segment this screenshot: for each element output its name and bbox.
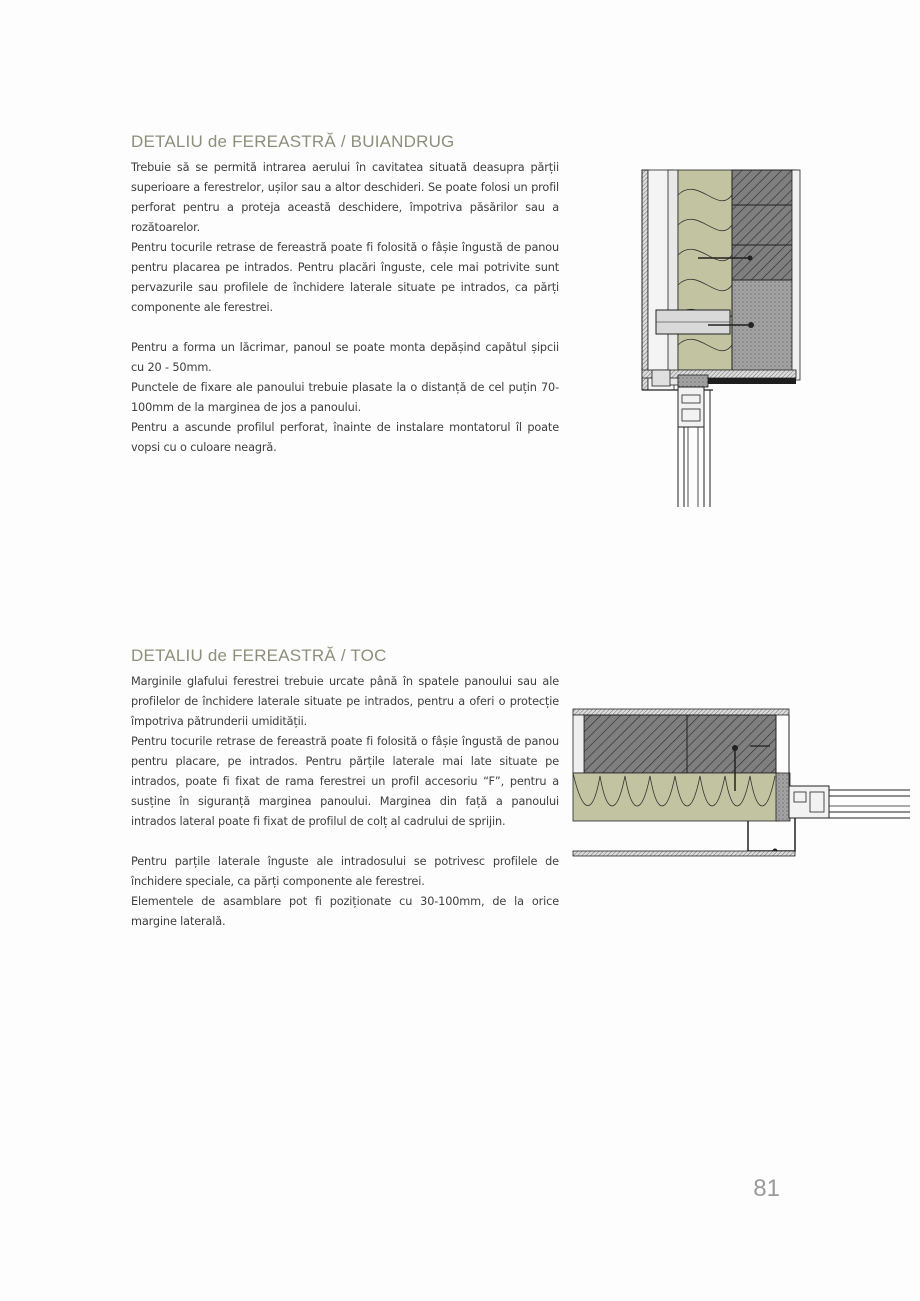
paragraph-spacer: [131, 832, 559, 852]
paragraph: Pentru tocurile retrase de fereastră poate fi folosită o fâșie îngustă de panou pentru placare, pe intrados. Pentru părțile laterale mai late situate pe intrados, poate fi fixat de rama ferestrei un profil accesoriu “F”, pentru a susține în siguranță marginea panoului. Marginea din față a panoului intrados lateral poate fi fixat de profilul de colț al cadrului de sprijin.: [131, 735, 559, 828]
jamb-section-drawing: [570, 706, 912, 862]
section-jamb: [131, 646, 559, 932]
paragraph: Pentru a forma un lăcrimar, panoul se poate monta depășind capătul șipcii cu 20 - 50mm.: [131, 341, 559, 374]
paragraph: Punctele de fixare ale panoului trebuie plasate la o distanță de cel puțin 70-100mm de la marginea de jos a panoului.: [131, 381, 559, 414]
section-title: DETALIU de FEREASTRĂ / BUIANDRUG: [131, 132, 455, 151]
paragraph: Pentru tocurile retrase de fereastră poate fi folosită o fâșie îngustă de panou pentru placarea pe intrados. Pentru placări înguste, cele mai potrivite sunt pervazurile sau profilele de închidere laterale situate pe intrados, ca părți componente ale ferestrei.: [131, 241, 559, 314]
page-number: 81: [753, 1175, 780, 1202]
section-lintel: [131, 132, 559, 458]
paragraph: Trebuie să se permită intrarea aerului în cavitatea situată deasupra părții superioare a ferestrelor, ușilor sau a altor deschideri. Se poate folosi un profil perforat pentru a proteja această deschidere, împotriva păsărilor sau a rozătoarelor.: [131, 161, 559, 234]
lintel-section-drawing: [638, 165, 804, 510]
section-title: DETALIU de FEREASTRĂ / TOC: [131, 646, 387, 665]
paragraph: Marginile glafului ferestrei trebuie urcate până în spatele panoului sau ale profilelor de închidere laterale situate pe intrados, pentru a oferi o protecție împotriva pătrunderii umidității.: [131, 675, 559, 728]
paragraph: Pentru parțile laterale înguste ale intradosului se potrivesc profilele de închidere speciale, ca părți componente ale ferestrei.: [131, 855, 559, 888]
paragraph: Pentru a ascunde profilul perforat, înainte de instalare montatorul îl poate vopsi cu o culoare neagră.: [131, 421, 559, 454]
paragraph: Elementele de asamblare pot fi poziționate cu 30-100mm, de la orice margine laterală.: [131, 895, 559, 928]
paragraph-spacer: [131, 318, 559, 338]
